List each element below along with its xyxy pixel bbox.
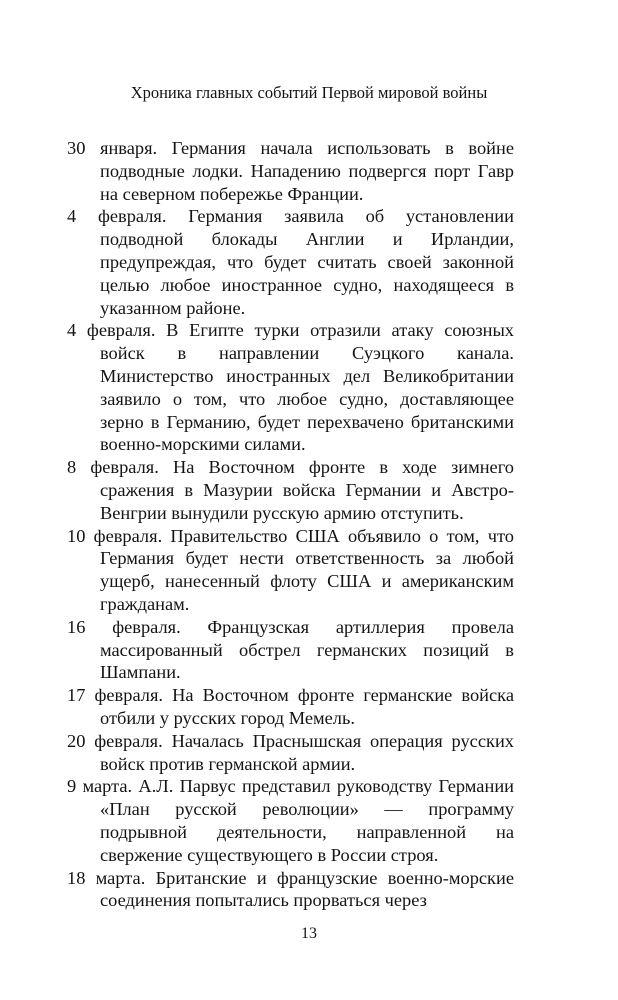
chronicle-entry: 10 февраля. Правительство США объявило о том, что Германия будет нести ответственность за любой ущерб, нанесенный флоту США и американским гражданам. <box>67 525 514 614</box>
chronicle-entry: 16 февраля. Французская артиллерия провела массированный обстрел германских позиций в Шампани. <box>67 616 514 683</box>
chronicle-entry: 20 февраля. Началась Праснышская операция русских войск против германской армии. <box>67 730 514 774</box>
running-title: Хроника главных событий Первой мировой войны <box>130 83 488 102</box>
chronicle-entry: 9 марта. А.Л. Парвус представил руководству Германии «План русской революции» — программу подрывной деятельности, направленной на свержение существующего в России строя. <box>67 776 514 865</box>
chronicle-entry: 17 февраля. На Восточном фронте германские войска отбили у русских город Мемель. <box>67 685 514 728</box>
chronicle-text <box>67 137 514 912</box>
chronicle-entry: 18 марта. Британские и французские военно-морские соединения попытались прорваться через <box>67 867 514 911</box>
chronicle-entry: 4 февраля. В Египте турки отразили атаку союзных войск в направлении Суэцкого канала. Министерство иностранных дел Великобритании заявило о том, что любое судно, доставляющее зерно в Германию, будет перехвачено британскими военно-морскими силами. <box>67 320 514 455</box>
chronicle-entry: 8 февраля. На Восточном фронте в ходе зимнего сражения в Мазурии войска Германии и Австро-Венгрии вынудили русскую армию отступить. <box>67 457 514 523</box>
page-number: 13 <box>301 925 317 942</box>
chronicle-entry: 4 февраля. Германия заявила об установлении подводной блокады Англии и Ирландии, предупреждая, что будет считать своей законной целью любое иностранное судно, находящееся в указанном районе. <box>67 206 514 318</box>
chronicle-entry: 30 января. Германия начала использовать в войне подводные лодки. Нападению подвергся порт Гавр на северном побережье Франции. <box>67 138 514 204</box>
